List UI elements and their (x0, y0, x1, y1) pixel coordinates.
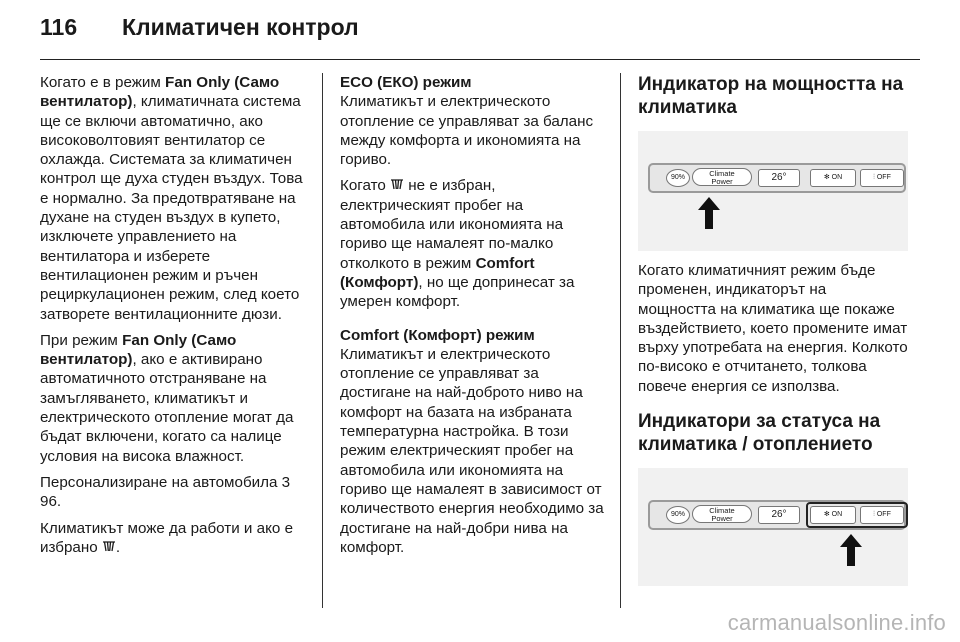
paragraph: Когато климатичният режим бъде променен, индикаторът на мощността на климатика ще покаже въздействието, което промените имат върху употребата на енергия. Колкото по-високо е отчитането, толкова повече енергия се използва. (638, 262, 908, 395)
arrow-up-icon (840, 534, 862, 566)
fan-on-indicator: ✻ ON (810, 169, 856, 187)
heat-off-indicator: ⫶ OFF (860, 506, 904, 524)
climate-power-label (692, 168, 752, 186)
bold-term: Fan Only (Само вентилатор) (40, 74, 280, 111)
arrow-up-icon (698, 197, 720, 229)
paragraph: Климатикът и електрическото отопление се управляват за баланс между комфорта и икономията на гориво. (340, 93, 594, 169)
text: При режим (40, 331, 123, 349)
header-rule (40, 59, 920, 60)
eco-fan-icon (390, 178, 404, 191)
text: , ако е активирано автоматичното отстраняване на замъгляването, климатикът и електрическото отопление могат да бъдат включени, когато са налице условия на висока влажност. (40, 351, 294, 465)
column-1 (40, 73, 312, 564)
paragraph: Климатикът и електрическото отопление се управляват за достигане на най-доброто ниво на комфорт на базата на избраната температурна настройка. В този режим електрическият пробег на автомобила или икономията на гориво ще намалеят в зависимост от количеството енергия необходимо за достигане на най-добри нива на комфорт. (340, 345, 604, 556)
climate-panel-illustration-2 (638, 468, 908, 586)
text: Когато е в режим (40, 74, 166, 91)
text: , климатичната система ще се включи автоматично, ако високоволтовият вентилатор се охлажда. Системата за климатичен контрол ще духа студен въздух. Това е нормално. За предотвратяване на духане на студен въздух в купето, изключете управлението на вентилатора и изберете вентилационен режим и ръчен рециркулационен режим, след което затворете вентилационните дюзи. (40, 93, 303, 323)
text: Когато (340, 177, 391, 195)
label-line: Climate (709, 169, 735, 178)
power-percent-gauge: 90% (666, 506, 690, 524)
section-heading-power-indicator: Индикатор на мощността на климатика (638, 74, 904, 118)
text: не е избран, електрическият пробег на автомобила или икономията на гориво ще намалеят по-малко отколкото в режим (340, 177, 564, 272)
section-heading-status-indicators: Индикатори за статуса на климатика / отоплението (638, 411, 881, 456)
fan-on-indicator: ✻ ON (810, 506, 856, 524)
page-title: Климатичен контрол (122, 14, 359, 40)
watermark: carmanualsonline.info (727, 610, 946, 635)
eco-fan-icon (102, 540, 116, 553)
paragraph (40, 331, 312, 466)
page-number: 116 (40, 14, 78, 40)
page-header (40, 14, 359, 41)
temperature-display: 26° (758, 169, 800, 187)
climate-panel (648, 500, 906, 530)
heat-off-indicator: ⫶ OFF (860, 169, 904, 187)
column-divider (620, 73, 621, 608)
column-divider (322, 73, 323, 608)
temperature-display: 26° (758, 506, 800, 524)
off-label: OFF (876, 511, 891, 519)
text: Персонализиране на автомобила (40, 473, 282, 491)
bold-term: Fan Only (Само вентилатор) (40, 331, 237, 369)
paragraph (340, 176, 608, 311)
climate-panel (648, 163, 906, 193)
column-2 (340, 73, 608, 564)
section-heading-comfort: Comfort (Комфорт) режим (340, 326, 535, 344)
text: . (115, 538, 121, 556)
paragraph (40, 73, 312, 324)
label-line: Power (711, 177, 733, 186)
on-label: ON (831, 174, 843, 181)
climate-power-label (692, 505, 752, 523)
power-percent-gauge: 90% (666, 169, 690, 187)
climate-panel-illustration (638, 131, 908, 251)
status-indicator-highlight (806, 502, 908, 528)
text: , но ще допринесат за умерен комфорт. (340, 273, 575, 311)
on-label: ON (831, 511, 843, 519)
section-heading-eco: ECO (ЕКО) режим (340, 74, 472, 91)
paragraph (40, 519, 312, 558)
paragraph (40, 473, 312, 512)
column-3 (638, 73, 908, 596)
bold-term: Comfort (Комфорт) (340, 254, 535, 291)
label-line: Climate (709, 506, 735, 516)
page-reference[interactable]: 3 96. (40, 473, 291, 511)
label-line: Power (711, 514, 733, 524)
off-label: OFF (876, 174, 891, 181)
text: Климатикът може да работи и ако е избрано (40, 519, 294, 556)
